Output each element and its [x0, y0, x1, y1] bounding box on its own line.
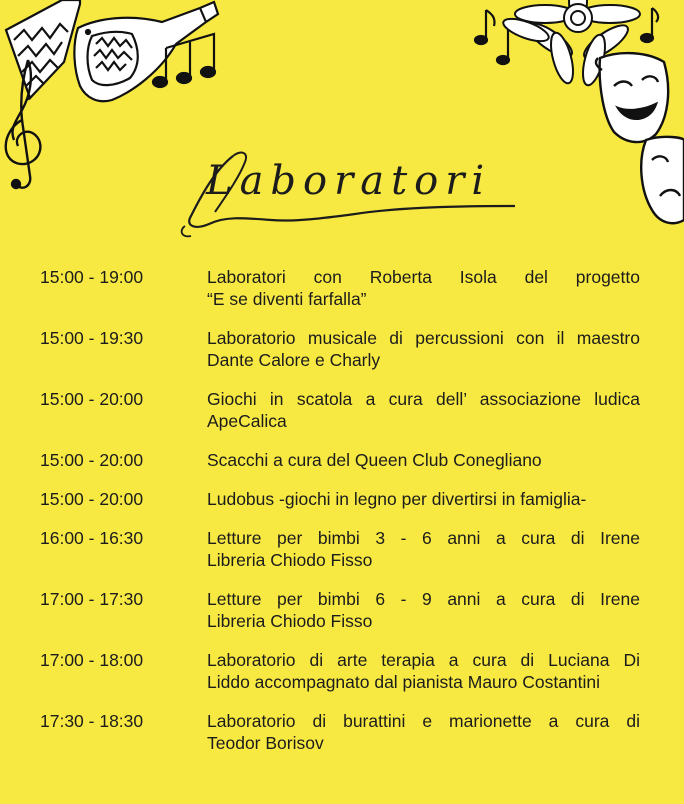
schedule-row: [40, 388, 640, 432]
schedule-description: [207, 388, 640, 432]
schedule-time: 17:30 - 18:30: [40, 711, 144, 731]
schedule-description-line: Laboratorio musicale di percussioni con il maestro: [207, 328, 640, 348]
schedule-description-line: Liddo accompagnato dal pianista Mauro Costantini: [207, 672, 601, 692]
theater-masks-icon: [596, 53, 684, 223]
schedule-description: [207, 649, 640, 693]
schedule-description-line: Letture per bimbi 3 - 6 anni a cura di Irene: [207, 528, 640, 548]
schedule-row: [40, 710, 640, 754]
schedule-row: [40, 327, 640, 371]
schedule-time: 17:00 - 17:30: [40, 589, 144, 609]
schedule-description: [207, 327, 640, 371]
schedule-description-line: Laboratori con Roberta Isola del progetto: [207, 267, 640, 287]
schedule-description-line: Libreria Chiodo Fisso: [207, 550, 373, 570]
title-script-overlay: Laboratori: [206, 158, 492, 204]
schedule-description-line: “E se diventi farfalla”: [207, 289, 367, 309]
schedule-row: [40, 488, 640, 510]
schedule-time: 17:00 - 18:00: [40, 650, 144, 670]
schedule-row: [40, 588, 640, 632]
schedule-description-line: Giochi in scatola a cura dell’ associazione ludica: [207, 389, 640, 409]
schedule-time: 15:00 - 20:00: [40, 450, 144, 470]
schedule-description: [207, 488, 640, 510]
schedule-time: 15:00 - 19:30: [40, 328, 144, 348]
schedule-description-line: Ludobus -giochi in legno per divertirsi in famiglia-: [207, 489, 587, 509]
schedule-time: 15:00 - 19:00: [40, 267, 144, 287]
schedule-time: 16:00 - 16:30: [40, 528, 144, 548]
schedule-description: [207, 266, 640, 310]
schedule-row: [40, 649, 640, 693]
schedule-row: [40, 449, 640, 471]
schedule-description: [207, 710, 640, 754]
schedule-description: [207, 449, 640, 471]
schedule-time: 15:00 - 20:00: [40, 489, 144, 509]
schedule-list: [40, 266, 640, 771]
schedule-description: [207, 527, 640, 571]
schedule-row: [40, 266, 640, 310]
schedule-description-line: Laboratorio di burattini e marionette a cura di: [207, 711, 640, 731]
schedule-description-line: Teodor Borisov: [207, 733, 324, 753]
schedule-time: 15:00 - 20:00: [40, 389, 144, 409]
schedule-description: [207, 588, 640, 632]
schedule-description-line: Laboratorio di arte terapia a cura di Luciana Di: [207, 650, 640, 670]
schedule-description-line: ApeCalica: [207, 411, 287, 431]
schedule-description-line: Libreria Chiodo Fisso: [207, 611, 373, 631]
schedule-description-line: Scacchi a cura del Queen Club Conegliano: [207, 450, 542, 470]
schedule-row: [40, 527, 640, 571]
schedule-description-line: Dante Calore e Charly: [207, 350, 381, 370]
schedule-description-line: Letture per bimbi 6 - 9 anni a cura di Irene: [207, 589, 640, 609]
